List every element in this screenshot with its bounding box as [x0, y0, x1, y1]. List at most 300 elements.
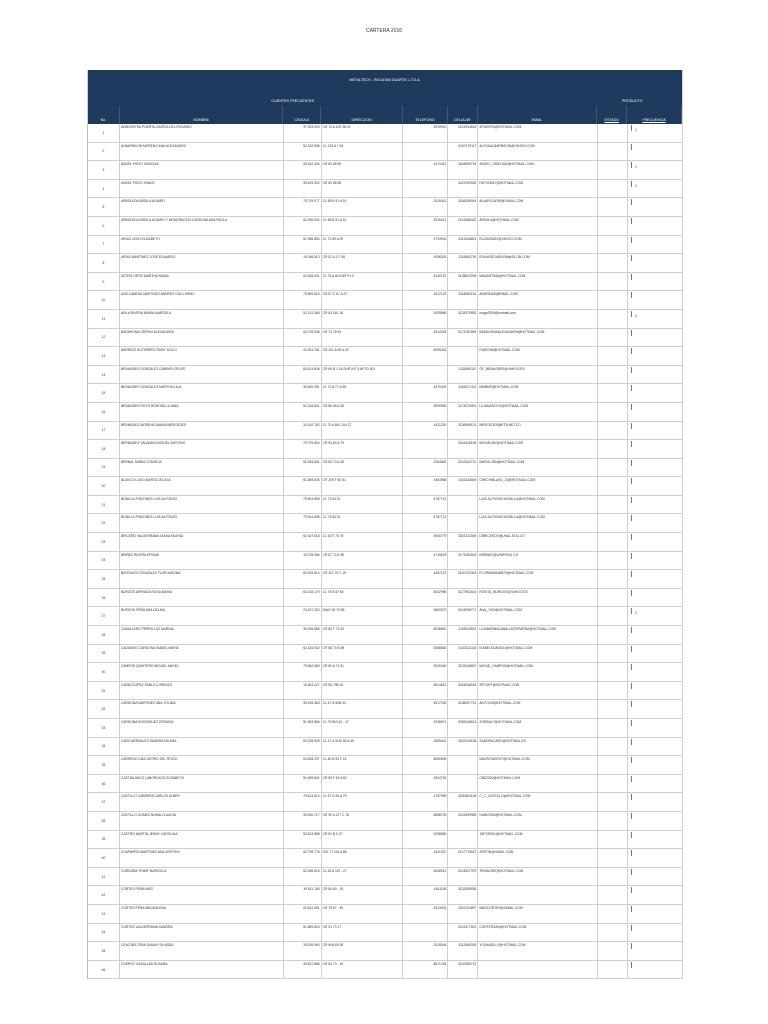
cell-cedula[interactable]: 39.494.302 — [284, 180, 322, 198]
cell-nombre[interactable]: BRIÑEZ RIVERA EFRAIN — [120, 552, 284, 570]
cell-email[interactable]: RUBYDB@HOTMAIL.COM — [478, 347, 598, 365]
cell-frecuencia[interactable] — [628, 700, 683, 718]
cell-celular[interactable]: 3125379552 — [448, 310, 478, 328]
cell-direccion[interactable]: CR 57 C 67 A 27 — [322, 291, 404, 309]
table-row[interactable] — [88, 236, 683, 255]
cell-direccion[interactable]: CL 47 A SUR 65 A 39 — [322, 738, 404, 756]
cell-cedula[interactable]: 51.956.853 — [284, 236, 322, 254]
cell-cedula[interactable]: 19.378.966 — [284, 552, 322, 570]
cell-frecuencia[interactable] — [628, 775, 683, 793]
cell-cedula[interactable]: 39.537.886 — [284, 961, 322, 979]
cell-direccion[interactable]: DIAG 49 70 86 — [322, 607, 404, 625]
table-row[interactable] — [88, 291, 683, 310]
cell-nombre[interactable]: CORTES VALDERRAMA SANDRA — [120, 924, 284, 942]
cell-direccion[interactable]: CR 89 F 63 A 62 — [322, 775, 404, 793]
cell-cedula[interactable]: 51.953.866 — [284, 719, 322, 737]
cell-nombre[interactable]: CARDONA RODRIGUEZ ZORAIDA — [120, 719, 284, 737]
cell-email[interactable]: ANA_7420@HOTMAIL.COM — [478, 607, 598, 625]
cell-telefono[interactable]: 4341155 — [403, 886, 448, 904]
cell-nombre[interactable]: AVELLANEDA MARTINEZ ANDRES GUILLERMO — [120, 291, 284, 309]
cell-direccion[interactable]: CL 67 B 69B 44 — [322, 700, 404, 718]
cell-estado[interactable] — [598, 626, 628, 644]
cell-direccion[interactable]: CR 89 F 72 00 — [322, 626, 404, 644]
cell-email[interactable]: TIRAN1987@HOTMAIL.COM — [478, 868, 598, 886]
table-row[interactable] — [88, 198, 683, 217]
cell-cedula[interactable]: 52.083.841 — [284, 459, 322, 477]
cell-telefono[interactable]: 4757999 — [403, 793, 448, 811]
cell-nombre[interactable]: ANGEL PINTO FANNY — [120, 180, 284, 198]
cell-email[interactable]: MIGUELBV@HOTMAIL.COM — [478, 440, 598, 458]
cell-email[interactable]: ANYOCM@HOTMAIL.COM — [478, 700, 598, 718]
cell-cedula[interactable]: 52.813.858 — [284, 831, 322, 849]
col-header-direccion[interactable]: DIRECCION — [321, 106, 403, 124]
cell-email[interactable]: GF_BENAVIDES@YAHOO.ES — [478, 366, 598, 384]
cell-no[interactable]: 33 — [88, 719, 120, 737]
cell-nombre[interactable]: CAMPOS QUINTERO MIGUEL ANGEL — [120, 663, 284, 681]
cell-frecuencia[interactable] — [628, 403, 683, 421]
cell-no[interactable]: 2 — [88, 143, 120, 161]
col-header-cedula[interactable]: CEDULA — [283, 106, 321, 124]
cell-estado[interactable] — [598, 831, 628, 849]
cell-telefono[interactable]: 4906779 — [403, 533, 448, 551]
cell-email[interactable]: C_C_CASTILLO@HOTMAIL.COM — [478, 793, 598, 811]
cell-nombre[interactable]: BURGOS PEÑA ANA DELINA — [120, 607, 284, 625]
cell-frecuencia[interactable] — [628, 849, 683, 867]
cell-frecuencia[interactable] — [628, 589, 683, 607]
cell-frecuencia[interactable] — [628, 682, 683, 700]
cell-celular[interactable]: 3143098771 — [448, 607, 478, 625]
cell-direccion[interactable]: CL 70 A BIS 104 27 — [322, 422, 404, 440]
cell-no[interactable]: 16 — [88, 403, 120, 421]
cell-estado[interactable] — [598, 366, 628, 384]
table-row[interactable] — [88, 440, 683, 459]
cell-direccion[interactable]: CR 51 A 1 F 88 — [322, 254, 404, 272]
cell-direccion[interactable]: CL 53 F 76 78 — [322, 533, 404, 551]
cell-celular[interactable]: 3120132343 — [448, 570, 478, 588]
table-row[interactable] — [88, 329, 683, 348]
cell-nombre[interactable]: CORDOBA TRIBIF MARICELA — [120, 868, 284, 886]
cell-nombre[interactable]: CARO ARENALES SANDRA MILENA — [120, 738, 284, 756]
table-row[interactable] — [88, 682, 683, 701]
cell-email[interactable]: ZERTIN@GMAIL.COM — [478, 849, 598, 867]
cell-nombre[interactable]: CASTIBLANCO LABORDICIS ELIZABETH — [120, 775, 284, 793]
cell-email[interactable]: ROSITA_BURGOS@YAHOO.ES — [478, 589, 598, 607]
cell-telefono[interactable]: 4375403 — [403, 384, 448, 402]
table-row[interactable] — [88, 756, 683, 775]
cell-estado[interactable] — [598, 347, 628, 365]
cell-telefono[interactable] — [403, 366, 448, 384]
cell-frecuencia[interactable] — [628, 886, 683, 904]
cell-direccion[interactable]: CR 65 B 1 18 SUR INT 9 APTO 601 — [322, 366, 404, 384]
table-row[interactable] — [88, 924, 683, 943]
cell-cedula[interactable]: 19.356.913 — [284, 254, 322, 272]
cell-celular[interactable]: 3202321659 — [448, 533, 478, 551]
cell-no[interactable]: 41 — [88, 868, 120, 886]
cell-nombre[interactable]: BENAVIDES GONZALEZ GABRIEL FELIPE — [120, 366, 284, 384]
cell-telefono[interactable]: 4354965 — [403, 477, 448, 495]
cell-direccion[interactable]: CR 55 79B 40 — [322, 682, 404, 700]
cell-email[interactable]: JNPCR901@HOTMAIL.COM — [478, 831, 598, 849]
col-header-nombre[interactable]: NOMBRE — [120, 106, 283, 124]
cell-email[interactable]: ZEFORY@HOTMAIL.COM — [478, 682, 598, 700]
cell-direccion[interactable]: CR 80 A 71 51 — [322, 663, 404, 681]
cell-celular[interactable] — [448, 347, 478, 365]
cell-frecuencia[interactable] — [628, 868, 683, 886]
cell-no[interactable]: 31 — [88, 682, 120, 700]
cell-nombre[interactable]: BERMUDEZ MORENO MARIA MERCEDES — [120, 422, 284, 440]
cell-no[interactable]: 44 — [88, 924, 120, 942]
cell-cedula[interactable]: 52.296.930 — [284, 217, 322, 235]
cell-estado[interactable] — [598, 124, 628, 142]
cell-email[interactable]: maga7539@hotmail.com — [478, 310, 598, 328]
table-row[interactable] — [88, 161, 683, 180]
cell-email[interactable] — [478, 886, 598, 904]
cell-celular[interactable]: 3107479117 — [448, 143, 478, 161]
cell-direccion[interactable]: CL 78 B 57 60 — [322, 589, 404, 607]
cell-email[interactable]: MANARTINA@HOTMAIL.COM — [478, 273, 598, 291]
cell-telefono[interactable]: 5336671 — [403, 719, 448, 737]
cell-telefono[interactable]: 2514393 — [403, 329, 448, 347]
table-row[interactable] — [88, 273, 683, 292]
cell-estado[interactable] — [598, 756, 628, 774]
cell-no[interactable]: 32 — [88, 700, 120, 718]
cell-frecuencia[interactable] — [628, 645, 683, 663]
cell-estado[interactable] — [598, 719, 628, 737]
cell-nombre[interactable]: ARBOLEDA ARDILA ALVARO — [120, 198, 284, 216]
cell-celular[interactable]: 3127961615 — [448, 589, 478, 607]
cell-celular[interactable]: 3138989131 — [448, 422, 478, 440]
table-row[interactable] — [88, 384, 683, 403]
cell-frecuencia[interactable] — [628, 422, 683, 440]
cell-frecuencia[interactable] — [628, 198, 683, 216]
cell-celular[interactable]: 3118563730 — [448, 254, 478, 272]
cell-nombre[interactable]: BLANCO LUGO MARTA CECILIA — [120, 477, 284, 495]
cell-no[interactable]: 19 — [88, 459, 120, 477]
cell-telefono[interactable]: 8032996 — [403, 589, 448, 607]
cell-frecuencia[interactable] — [628, 793, 683, 811]
cell-cedula[interactable]: 19.363.227 — [284, 682, 322, 700]
cell-email[interactable]: DBRICENOV@UNAL.EDU.CO — [478, 533, 598, 551]
cell-telefono[interactable]: 2505441 — [403, 738, 448, 756]
cell-email[interactable]: CHECHIBLANC_23@HOTMAIL.COM — [478, 477, 598, 495]
table-row[interactable] — [88, 124, 683, 143]
cell-telefono[interactable]: 5517030 — [403, 700, 448, 718]
cell-estado[interactable] — [598, 180, 628, 198]
cell-direccion[interactable]: CR 64 73 - 19 — [322, 961, 404, 979]
cell-nombre[interactable]: BONILLA PINZONES LUIS ALFONSO — [120, 496, 284, 514]
table-row[interactable] — [88, 738, 683, 757]
table-row[interactable] — [88, 496, 683, 515]
cell-email[interactable]: LILIANAROYO@HOTMAIL.COM — [478, 403, 598, 421]
cell-celular[interactable] — [448, 514, 478, 532]
cell-frecuencia[interactable] — [628, 924, 683, 942]
table-row[interactable] — [88, 477, 683, 496]
cell-nombre[interactable]: CORTES PEÑA MAGDALENA — [120, 905, 284, 923]
cell-no[interactable]: 9 — [88, 273, 120, 291]
cell-no[interactable]: 15 — [88, 384, 120, 402]
cell-estado[interactable] — [598, 459, 628, 477]
cell-direccion[interactable]: CL 73 89 A 09 — [322, 236, 404, 254]
cell-nombre[interactable]: ARIAS MARTINEZ JOSE EDUARDO — [120, 254, 284, 272]
cell-nombre[interactable]: CARRENO DIAZ ASTRID DEL ROCIO — [120, 756, 284, 774]
table-row[interactable] — [88, 347, 683, 366]
table-row[interactable] — [88, 570, 683, 589]
cell-direccion[interactable]: DIG 77 119 A 88 — [322, 849, 404, 867]
cell-direccion[interactable]: CL 75 A 80 A 89 P 13 — [322, 273, 404, 291]
cell-telefono[interactable]: 3919901 — [403, 124, 448, 142]
cell-email[interactable]: EBRINEZ@UNIP.EDU.CO — [478, 552, 598, 570]
cell-estado[interactable] — [598, 961, 628, 979]
cell-email[interactable]: LUIS.ALFONSO.BONILLA@HOTMAIL.COM — [478, 514, 598, 532]
cell-telefono[interactable]: 4421251 — [403, 422, 448, 440]
cell-estado[interactable] — [598, 496, 628, 514]
cell-frecuencia[interactable] — [628, 217, 683, 235]
cell-telefono[interactable]: 3600573 — [403, 607, 448, 625]
cell-nombre[interactable]: CARDOLOPEZ PABLO LORENZO — [120, 682, 284, 700]
cell-frecuencia[interactable] — [628, 756, 683, 774]
table-row[interactable] — [88, 254, 683, 273]
cell-estado[interactable] — [598, 143, 628, 161]
cell-email[interactable]: FAP.03ENY@HOTMAIL.COM — [478, 180, 598, 198]
cell-no[interactable]: 30 — [88, 663, 120, 681]
cell-direccion[interactable]: CR 94 64 A 79 — [322, 440, 404, 458]
cell-direccion[interactable]: CR 91 73 17 — [322, 924, 404, 942]
cell-email[interactable]: NUBIGOM@HOTMAIL.COM — [478, 812, 598, 830]
cell-email[interactable]: MAGCORTES@GMAIL.COM — [478, 905, 598, 923]
cell-no[interactable]: 36 — [88, 775, 120, 793]
cell-email[interactable]: FLORMARINAB75@HOTMAIL.COM — [478, 570, 598, 588]
cell-estado[interactable] — [598, 514, 628, 532]
cell-cedula[interactable]: 52.131.368 — [284, 310, 322, 328]
cell-telefono[interactable]: 2515413 — [403, 198, 448, 216]
cell-no[interactable]: 34 — [88, 738, 120, 756]
cell-direccion[interactable]: CL 80 B 93 F 16 — [322, 756, 404, 774]
cell-celular[interactable]: 3163313118 — [448, 645, 478, 663]
cell-estado[interactable] — [598, 645, 628, 663]
cell-email[interactable]: MIGUE_CAMPOS@HOTMAIL.COM — [478, 663, 598, 681]
cell-cedula[interactable]: 40.391.781 — [284, 347, 322, 365]
cell-no[interactable]: 24 — [88, 552, 120, 570]
cell-nombre[interactable]: BENAVIDES ROYO BOHORA LILIANA — [120, 403, 284, 421]
cell-no[interactable]: 38 — [88, 812, 120, 830]
cell-cedula[interactable]: 80.514.636 — [284, 366, 322, 384]
cell-nombre[interactable]: CRUZ BELTRAN DIANA YOLANDA — [120, 942, 284, 960]
cell-direccion[interactable]: CL 73 84 91 — [322, 496, 404, 514]
cell-no[interactable]: 37 — [88, 793, 120, 811]
cell-nombre[interactable]: AVILA RIVERA MARIA MARGELA — [120, 310, 284, 328]
cell-no[interactable]: 10 — [88, 291, 120, 309]
cell-direccion[interactable]: CR 90 A 127 C 78 — [322, 812, 404, 830]
cell-no[interactable]: 7 — [88, 236, 120, 254]
cell-estado[interactable] — [598, 849, 628, 867]
cell-no[interactable]: 26 — [88, 589, 120, 607]
cell-nombre[interactable]: ANGEL PINTO GRACIAS — [120, 161, 284, 179]
cell-frecuencia[interactable] — [628, 329, 683, 347]
cell-frecuencia[interactable] — [628, 143, 683, 161]
cell-no[interactable]: 39 — [88, 831, 120, 849]
cell-estado[interactable] — [598, 273, 628, 291]
cell-frecuencia[interactable] — [628, 310, 683, 328]
cell-cedula[interactable]: 51.869.635 — [284, 477, 322, 495]
cell-telefono[interactable]: 5458863 — [403, 645, 448, 663]
cell-cedula[interactable]: 52.796.778 — [284, 849, 322, 867]
table-row[interactable] — [88, 700, 683, 719]
cell-cedula[interactable]: 79.504.895 — [284, 496, 322, 514]
cell-cedula[interactable]: 79.504.895 — [284, 514, 322, 532]
cell-nombre[interactable]: BARRIOS GUTIERREZ RUBY DOLLY — [120, 347, 284, 365]
cell-email[interactable]: LUZMARINACABALLEROPARRA@HOTMAIL.COM — [478, 626, 598, 644]
cell-nombre[interactable]: CADAVIDO CARDONA ISABEL MARIA — [120, 645, 284, 663]
cell-celular[interactable]: 3155118519 — [448, 626, 478, 644]
cell-celular[interactable]: 3174781994 — [448, 329, 478, 347]
cell-celular[interactable]: 3138622099 — [448, 273, 478, 291]
cell-celular[interactable]: 3165117412 — [448, 384, 478, 402]
cell-frecuencia[interactable] — [628, 942, 683, 960]
cell-celular[interactable]: 3202104897 — [448, 905, 478, 923]
cell-nombre[interactable]: CARDONA MARTINEZ ANA YOLIMA — [120, 700, 284, 718]
cell-estado[interactable] — [598, 589, 628, 607]
cell-email[interactable]: EDUARDOARIASM@GLOB.COM — [478, 254, 598, 272]
cell-cedula[interactable]: 79.613.614 — [284, 793, 322, 811]
cell-no[interactable]: 28 — [88, 626, 120, 644]
cell-cedula[interactable]: 63.508.297 — [284, 756, 322, 774]
cell-celular[interactable] — [448, 756, 478, 774]
cell-cedula[interactable]: 51.869.803 — [284, 924, 322, 942]
cell-celular[interactable]: 3138591110 — [448, 366, 478, 384]
cell-telefono[interactable]: 2515544 — [403, 942, 448, 960]
col-header-telefono[interactable]: TELEFONO — [403, 106, 448, 124]
table-row[interactable] — [88, 905, 683, 924]
cell-frecuencia[interactable] — [628, 291, 683, 309]
cell-telefono[interactable]: 2534791 — [403, 775, 448, 793]
table-row[interactable] — [88, 310, 683, 329]
cell-direccion[interactable]: CL 72 A 77 A 58 — [322, 384, 404, 402]
cell-direccion[interactable]: CL 79 BIS 63 - 47 — [322, 719, 404, 737]
cell-estado[interactable] — [598, 570, 628, 588]
cell-telefono[interactable] — [403, 440, 448, 458]
cell-celular[interactable]: 3168159044 — [448, 198, 478, 216]
cell-email[interactable]: ANGEL_GRACIAS@HOTMAIL.COM — [478, 161, 598, 179]
cell-estado[interactable] — [598, 422, 628, 440]
cell-estado[interactable] — [598, 384, 628, 402]
col-header-frecuencia[interactable]: FRECUENCIA — [627, 106, 682, 124]
cell-email[interactable]: ISABELKDAVIDO@HOTMAIL.COM — [478, 645, 598, 663]
cell-estado[interactable] — [598, 682, 628, 700]
cell-celular[interactable]: 3200564108 — [448, 793, 478, 811]
cell-frecuencia[interactable] — [628, 273, 683, 291]
table-row[interactable] — [88, 366, 683, 385]
cell-celular[interactable]: 3164948018 — [448, 682, 478, 700]
cell-email[interactable]: CORTESSAN@HOTMAIL.COM — [478, 924, 598, 942]
cell-telefono[interactable]: 4474410 — [403, 161, 448, 179]
table-row[interactable] — [88, 533, 683, 552]
cell-estado[interactable] — [598, 291, 628, 309]
cell-no[interactable]: 11 — [88, 310, 120, 328]
cell-no[interactable]: 20 — [88, 477, 120, 495]
cell-frecuencia[interactable] — [628, 812, 683, 830]
cell-nombre[interactable]: BRICEÑO VALDERRAMA DIANA MILENA — [120, 533, 284, 551]
cell-nombre[interactable]: CASTRO MARTIN JENNY CAROLINA — [120, 831, 284, 849]
cell-celular[interactable]: 3136097714 — [448, 700, 478, 718]
cell-no[interactable]: 5 — [88, 198, 120, 216]
cell-direccion[interactable]: CR 79 67 - 59 — [322, 905, 404, 923]
cell-celular[interactable]: 3133308938 — [448, 886, 478, 904]
cell-cedula[interactable]: 79.862.689 — [284, 663, 322, 681]
cell-estado[interactable] — [598, 663, 628, 681]
cell-frecuencia[interactable] — [628, 719, 683, 737]
table-row[interactable] — [88, 812, 683, 831]
cell-estado[interactable] — [598, 552, 628, 570]
table-row[interactable] — [88, 831, 683, 850]
cell-cedula[interactable]: 79.719.077 — [284, 198, 322, 216]
cell-estado[interactable] — [598, 793, 628, 811]
cell-estado[interactable] — [598, 924, 628, 942]
cell-email[interactable]: SANDRACARO@HOTMAIL.ES — [478, 738, 598, 756]
cell-nombre[interactable]: CABALLERO PERRA LUZ MARINA — [120, 626, 284, 644]
cell-celular[interactable]: 3113496339 — [448, 942, 478, 960]
cell-cedula[interactable]: 52.078.348 — [284, 329, 322, 347]
cell-email[interactable]: MARIA.CBN@HOTMAIL.COM — [478, 459, 598, 477]
cell-direccion[interactable]: CL 133 A 7 49 — [322, 143, 404, 161]
cell-no[interactable]: 23 — [88, 533, 120, 551]
cell-telefono[interactable]: 8060893 — [403, 756, 448, 774]
cell-celular[interactable]: 3116334849 — [448, 477, 478, 495]
table-row[interactable] — [88, 775, 683, 794]
cell-nombre[interactable]: BUITRAGO GONZALEZ FLOR MARINA — [120, 570, 284, 588]
cell-frecuencia[interactable] — [628, 236, 683, 254]
cell-cedula[interactable]: 39.511.155 — [284, 886, 322, 904]
cell-frecuencia[interactable] — [628, 905, 683, 923]
table-row[interactable] — [88, 217, 683, 236]
cell-nombre[interactable]: BONILLA PINZONES LUIS ALFONSO — [120, 514, 284, 532]
cell-cedula[interactable]: 52.489.801 — [284, 775, 322, 793]
cell-telefono[interactable]: 4757713 — [403, 496, 448, 514]
cell-cedula[interactable]: 39.535.586 — [284, 626, 322, 644]
cell-estado[interactable] — [598, 198, 628, 216]
cell-celular[interactable]: 3137778027 — [448, 849, 478, 867]
cell-direccion[interactable]: CL 63 A 119 - 27 — [322, 868, 404, 886]
cell-telefono[interactable]: 8095423 — [403, 347, 448, 365]
cell-cedula[interactable]: 20.152.782 — [284, 422, 322, 440]
cell-telefono[interactable]: 3096303 — [403, 254, 448, 272]
cell-celular[interactable]: 3113448801 — [448, 236, 478, 254]
col-header-no[interactable]: No. — [88, 106, 120, 124]
cell-frecuencia[interactable] — [628, 459, 683, 477]
cell-celular[interactable]: 3153499989 — [448, 812, 478, 830]
cell-cedula[interactable]: 80.515.514 — [284, 570, 322, 588]
table-row[interactable] — [88, 663, 683, 682]
cell-telefono[interactable]: 2513901 — [403, 905, 448, 923]
col-header-celular[interactable]: CELULAR — [448, 106, 478, 124]
cell-no[interactable]: 45 — [88, 942, 120, 960]
cell-celular[interactable]: 3202415155 — [448, 738, 478, 756]
cell-telefono[interactable]: 5514813 — [403, 682, 448, 700]
cell-estado[interactable] — [598, 254, 628, 272]
cell-email[interactable]: ALVARO.ARDI@GMAIL.COM — [478, 198, 598, 216]
cell-email[interactable]: CBS2200@HOTMAIL.COM — [478, 775, 598, 793]
cell-nombre[interactable]: BERNAL MARIA CONSEJA — [120, 459, 284, 477]
cell-no[interactable]: 22 — [88, 514, 120, 532]
cell-telefono[interactable]: 8038891 — [403, 626, 448, 644]
cell-estado[interactable] — [598, 700, 628, 718]
cell-frecuencia[interactable] — [628, 626, 683, 644]
cell-nombre[interactable]: BARAHONA OSPINO ALEXANDRA — [120, 329, 284, 347]
cell-celular[interactable]: 3125348697 — [448, 663, 478, 681]
cell-no[interactable]: 8 — [88, 254, 120, 272]
cell-telefono[interactable]: 3939963 — [403, 403, 448, 421]
cell-celular[interactable] — [448, 775, 478, 793]
cell-telefono[interactable]: 8117123 — [403, 291, 448, 309]
